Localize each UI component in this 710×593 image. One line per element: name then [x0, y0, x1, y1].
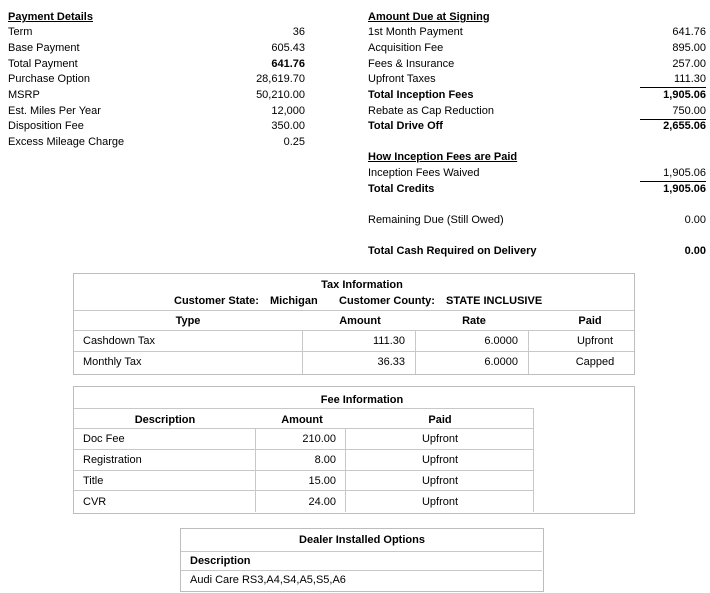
amount-due-row-value: 895.00 [672, 42, 706, 54]
tax-col-header: Paid [578, 315, 602, 327]
fee-row-description: Doc Fee [83, 433, 125, 445]
tax-row-amount: 111.30 [372, 335, 405, 347]
payment-row-label: Disposition Fee [8, 120, 84, 132]
remaining-due-label: Remaining Due (Still Owed) [368, 214, 504, 226]
payment-row-label: MSRP [8, 89, 40, 101]
tax-row-rate: 6.0000 [484, 335, 518, 347]
amount-due-row-label: Total Inception Fees [368, 89, 474, 101]
fee-row-description: Registration [83, 454, 142, 466]
inception-paid-row-value: 1,905.06 [663, 183, 706, 195]
fee-col-header: Description [134, 414, 196, 426]
fee-row-paid: Upfront [421, 475, 459, 487]
amount-due-row-value: 1,905.06 [663, 89, 706, 101]
amount-due-row-value: 111.30 [673, 73, 706, 85]
tax-row-type: Monthly Tax [83, 356, 142, 368]
payment-row-label: Base Payment [8, 42, 80, 54]
fee-row-amount: 15.00 [308, 475, 336, 487]
amount-due-title: Amount Due at Signing [368, 11, 490, 23]
tax-row-rate: 6.0000 [484, 356, 518, 368]
amount-due-row-value: 2,655.06 [663, 120, 706, 132]
inception-paid-title: How Inception Fees are Paid [368, 151, 518, 163]
tax-row-amount: 36.33 [377, 356, 405, 368]
fee-row-description: CVR [83, 496, 107, 508]
payment-row-label: Purchase Option [8, 73, 90, 85]
subtotal-rule [640, 181, 706, 182]
tax-col-header: Amount [339, 315, 381, 327]
payment-row-label: Total Payment [8, 58, 78, 70]
amount-due-row-label: Rebate as Cap Reduction [368, 105, 494, 117]
dealer-options-title: Dealer Installed Options [299, 534, 425, 546]
amount-due-row-label: Fees & Insurance [368, 58, 455, 70]
payment-row-label: Est. Miles Per Year [8, 105, 101, 117]
tax-col-header: Rate [462, 315, 486, 327]
amount-due-row-label: Acquisition Fee [368, 42, 444, 54]
amount-due-row-label: Upfront Taxes [368, 73, 436, 85]
remaining-due-value: 0.00 [684, 214, 706, 226]
amount-due-row-value: 641.76 [672, 26, 706, 38]
payment-row-label: Excess Mileage Charge [8, 136, 125, 148]
fee-row-paid: Upfront [421, 496, 459, 508]
amount-due-row-label: Total Drive Off [368, 120, 443, 132]
fee-row-amount: 210.00 [302, 433, 336, 445]
payment-row-value: 641.76 [271, 58, 305, 70]
tax-row-type: Cashdown Tax [83, 335, 155, 347]
payment-row-label: Term [8, 26, 33, 38]
tax-row-paid: Upfront [576, 335, 614, 347]
tax-col-header: Type [175, 315, 201, 327]
tax-info-title: Tax Information [321, 279, 403, 291]
payment-row-value: 350.00 [271, 120, 305, 132]
payment-row-value: 0.25 [283, 136, 305, 148]
fee-row-paid: Upfront [421, 454, 459, 466]
customer-state-label: Customer State: [174, 295, 259, 307]
amount-due-row-label: 1st Month Payment [368, 26, 463, 38]
total-cash-label: Total Cash Required on Delivery [368, 245, 537, 257]
inception-paid-row-value: 1,905.06 [663, 167, 706, 179]
payment-row-value: 50,210.00 [256, 89, 305, 101]
payment-row-value: 28,619.70 [256, 73, 305, 85]
customer-county-value: STATE INCLUSIVE [446, 295, 543, 307]
fee-row-paid: Upfront [421, 433, 459, 445]
fee-row-amount: 8.00 [314, 454, 336, 466]
total-cash-value: 0.00 [684, 245, 706, 257]
payment-row-value: 36 [292, 26, 305, 38]
fee-col-header: Paid [428, 414, 452, 426]
payment-row-value: 605.43 [271, 42, 305, 54]
customer-state-value: Michigan [270, 295, 318, 307]
amount-due-row-value: 257.00 [672, 58, 706, 70]
payment-details-title: Payment Details [8, 11, 93, 23]
dealer-options-header: Description [190, 555, 251, 567]
customer-county-label: Customer County: [339, 295, 435, 307]
tax-row-paid: Capped [575, 356, 615, 368]
inception-paid-row-label: Inception Fees Waived [368, 167, 480, 179]
fee-col-header: Amount [281, 414, 323, 426]
subtotal-rule [640, 87, 706, 88]
fee-row-description: Title [83, 475, 104, 487]
dealer-option-item: Audi Care RS3,A4,S4,A5,S5,A6 [190, 574, 346, 586]
inception-paid-row-label: Total Credits [368, 183, 435, 195]
fee-row-amount: 24.00 [308, 496, 336, 508]
amount-due-row-value: 750.00 [672, 105, 706, 117]
fee-info-title: Fee Information [320, 394, 404, 406]
payment-row-value: 12,000 [271, 105, 305, 117]
